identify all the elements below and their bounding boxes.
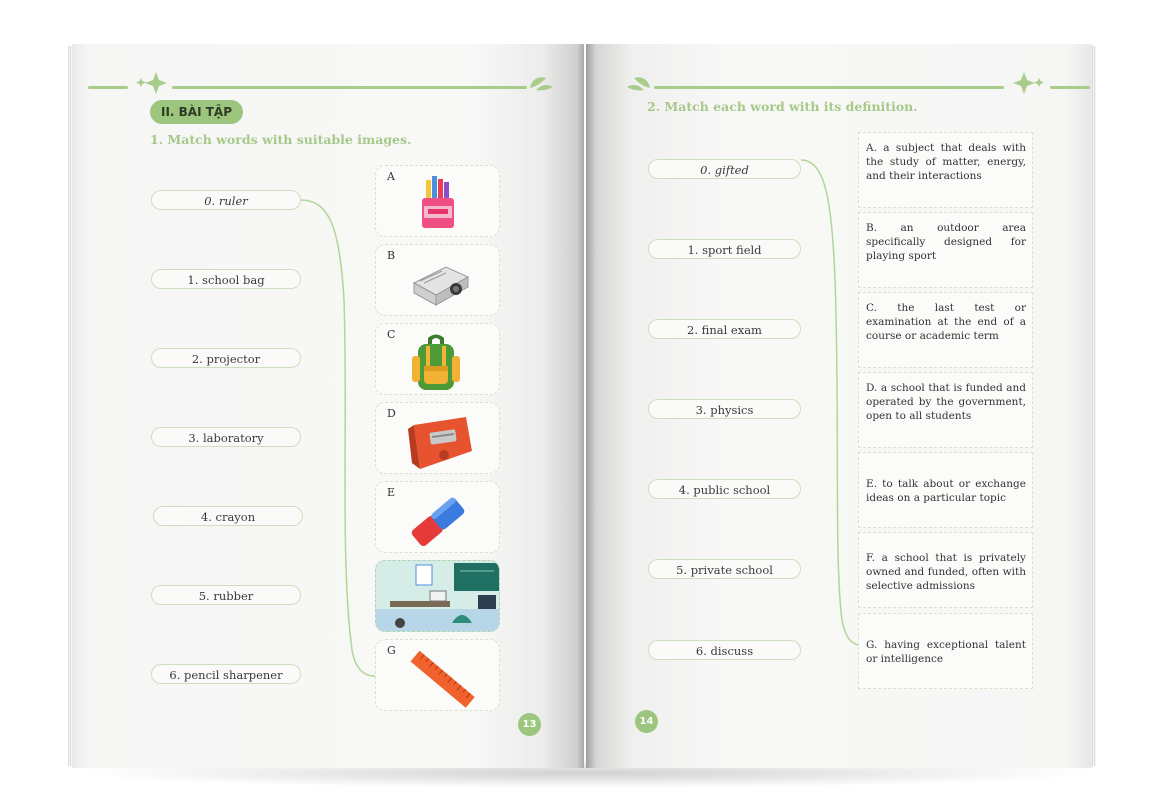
- option-letter: G: [387, 644, 396, 657]
- word-item: 1. sport field: [648, 239, 801, 259]
- word-item: 0. ruler: [151, 190, 301, 210]
- word-item: 0. gifted: [648, 159, 801, 179]
- word-item: 4. crayon: [153, 506, 303, 526]
- word-item: 4. public school: [648, 479, 801, 499]
- word-item: 5. rubber: [151, 585, 301, 605]
- section-label: II. BÀI TẬP: [150, 100, 243, 124]
- exercise-1-title: 1. Match words with suitable images.: [150, 132, 412, 147]
- definition-g: G. having exceptional talent or intelligence: [858, 613, 1033, 689]
- word-item: 1. school bag: [151, 269, 301, 289]
- definition-d: D. a school that is funded and operated by the government, open to all students: [858, 372, 1033, 448]
- option-letter: D: [387, 407, 396, 420]
- option-letter: E: [387, 486, 396, 499]
- word-item: 3. physics: [648, 399, 801, 419]
- page-number: 14: [635, 710, 658, 733]
- definition-b: B. an outdoor area specifically designed for playing sport: [858, 212, 1033, 288]
- exercise-2-title: 2. Match each word with its definition.: [647, 99, 918, 114]
- page-number: 13: [518, 713, 541, 736]
- option-letter: A: [387, 170, 395, 183]
- definition-a: A. a subject that deals with the study of matter, energy, and their interactions: [858, 132, 1033, 208]
- word-item: 6. pencil sharpener: [151, 664, 301, 684]
- word-item: 5. private school: [648, 559, 801, 579]
- option-letter: B: [387, 249, 396, 262]
- definition-f: F. a school that is privately owned and funded, often with selective admissions: [858, 532, 1033, 608]
- definition-e: E. to talk about or exchange ideas on a particular topic: [858, 452, 1033, 528]
- word-item: 2. final exam: [648, 319, 801, 339]
- option-letter: C: [387, 328, 396, 341]
- word-item: 2. projector: [151, 348, 301, 368]
- word-item: 3. laboratory: [151, 427, 301, 447]
- definition-c: C. the last test or examination at the end of a course or academic term: [858, 292, 1033, 368]
- word-item: 6. discuss: [648, 640, 801, 660]
